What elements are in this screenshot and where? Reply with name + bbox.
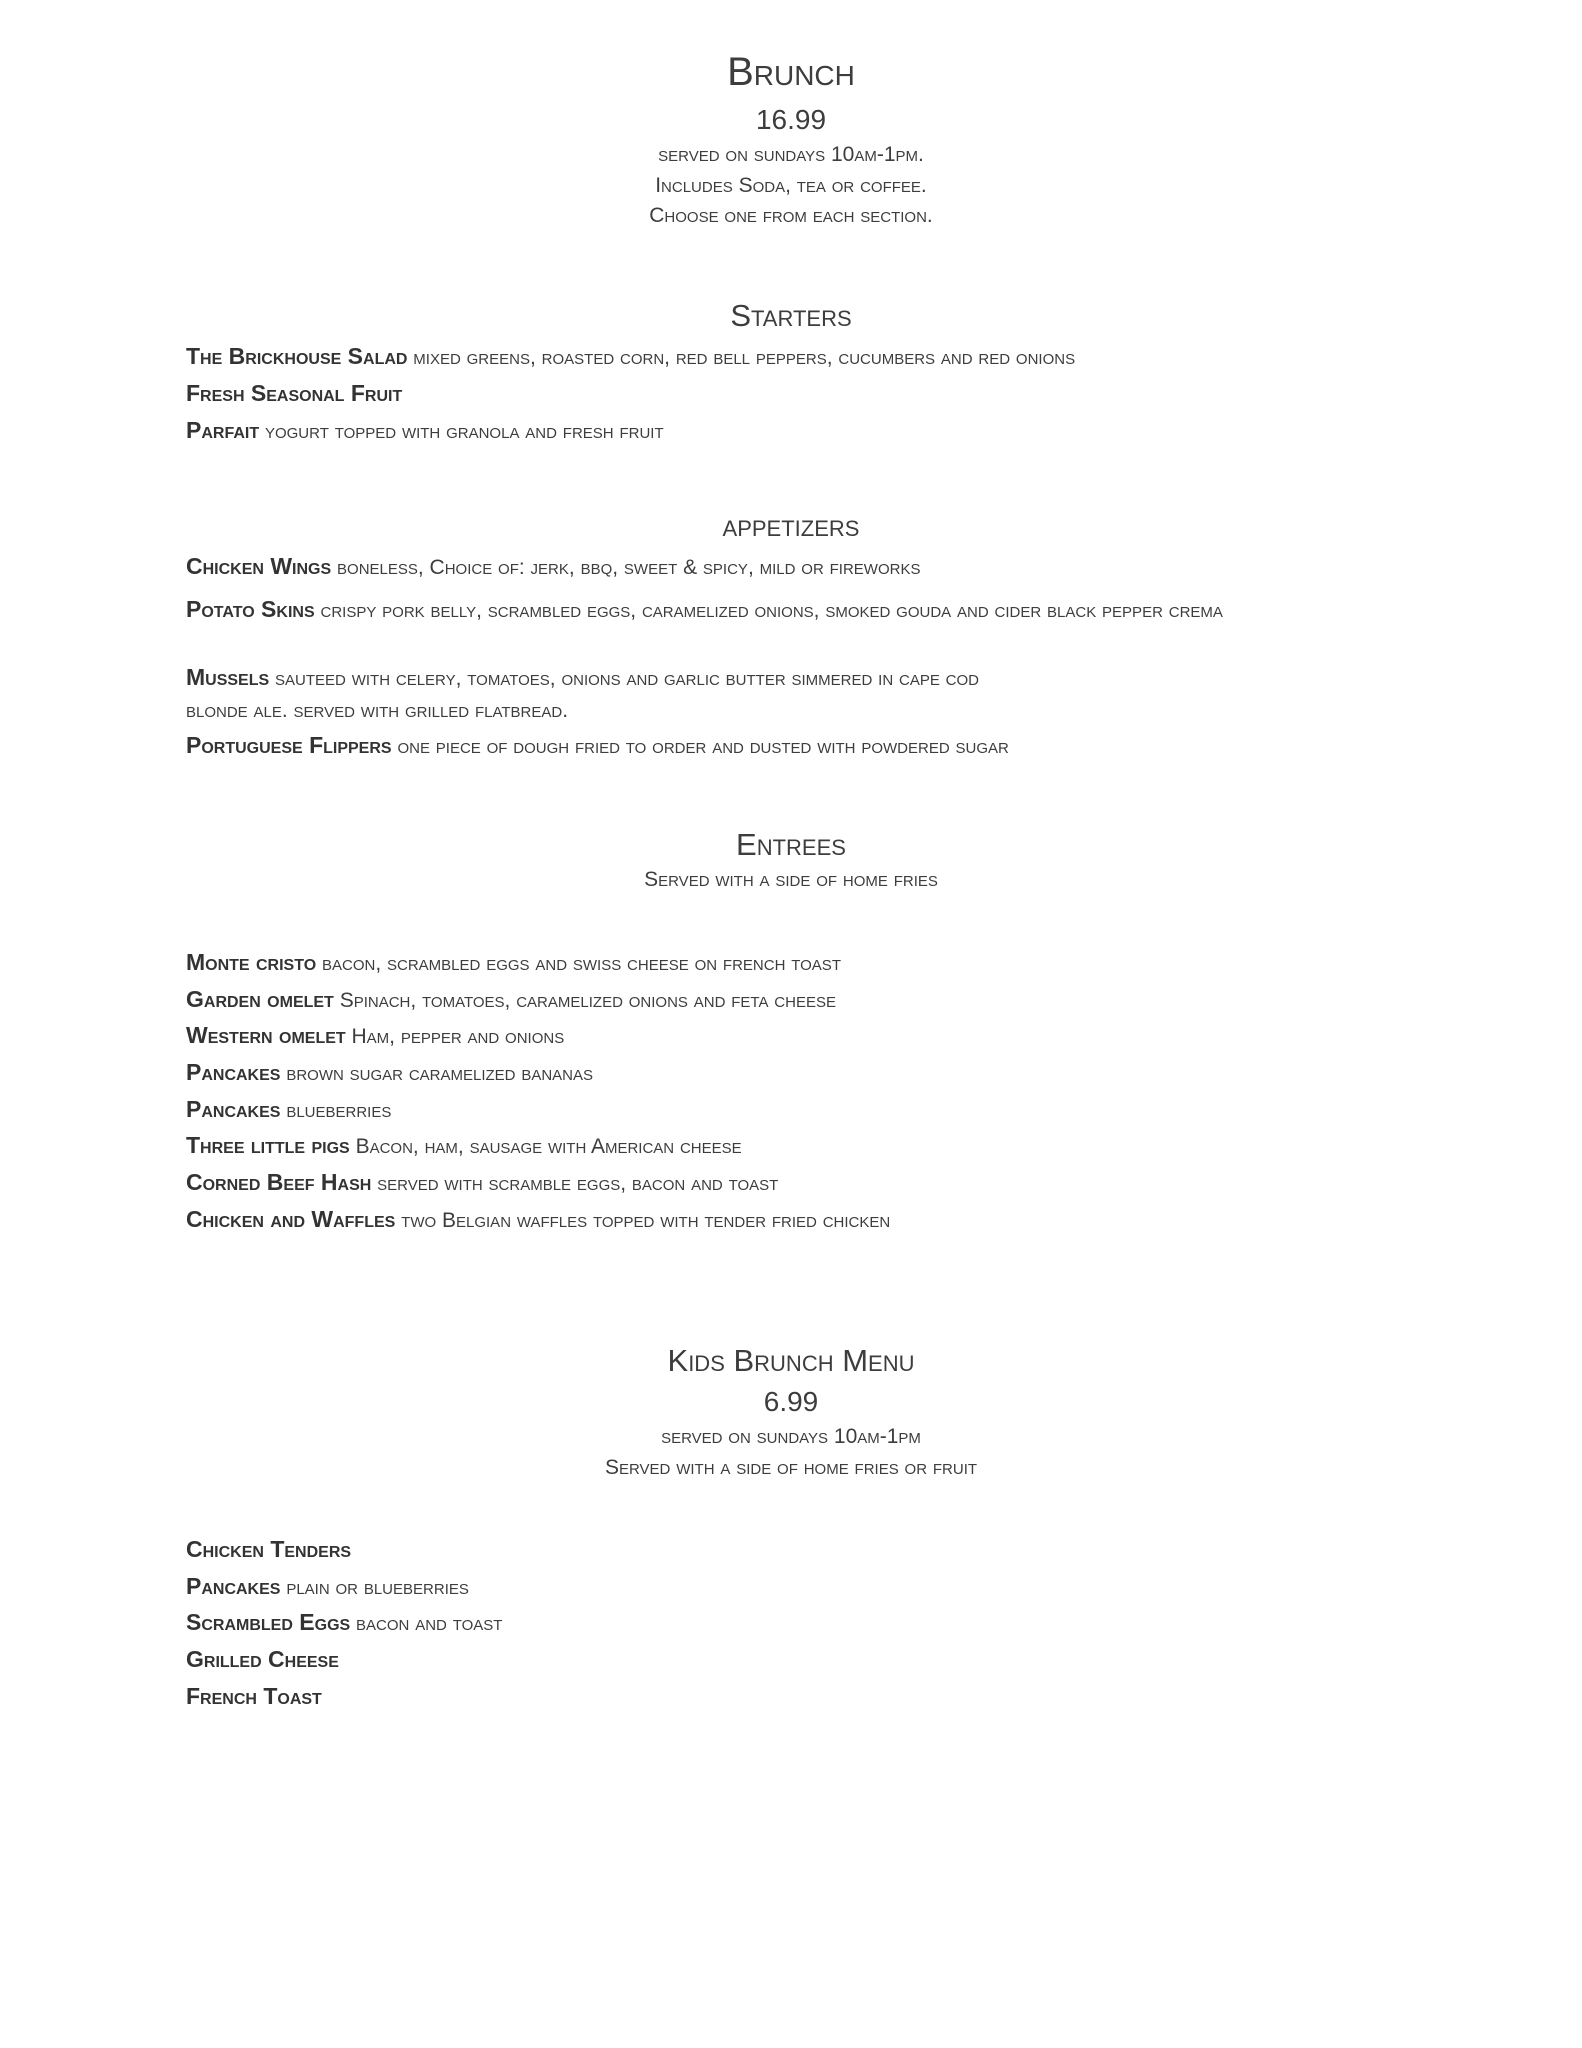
item-name: Fresh Seasonal Fruit: [186, 380, 403, 406]
item-name: French Toast: [186, 1683, 322, 1709]
menu-item: [186, 550, 1426, 584]
item-desc: Bacon, ham, sausage with American cheese: [355, 1135, 742, 1158]
kids-title: Kids Brunch Menu: [667, 1343, 915, 1378]
item-desc: one piece of dough fried to order and dusted with powdered sugar: [397, 735, 1009, 758]
menu-item: [186, 1533, 1426, 1567]
item-desc: blueberries: [286, 1099, 392, 1122]
brunch-note-choose: Choose one from each section.: [649, 204, 933, 227]
menu-item: [186, 1019, 1426, 1053]
menu-item: [186, 1570, 1426, 1604]
item-name: Scrambled Eggs: [186, 1609, 351, 1635]
item-desc: Ham, pepper and onions: [351, 1025, 565, 1048]
item-name: Western omelet: [186, 1022, 346, 1048]
item-name: Pancakes: [186, 1573, 281, 1599]
brunch-note-hours: served on sundays 10am-1pm.: [658, 143, 924, 166]
item-desc: brown sugar caramelized bananas: [286, 1062, 594, 1085]
item-desc: served with scramble eggs, bacon and toast: [377, 1172, 779, 1195]
item-name: Chicken and Waffles: [186, 1206, 396, 1232]
entrees-title: Entrees: [736, 827, 846, 862]
menu-item: [186, 661, 1426, 695]
item-desc: yogurt topped with granola and fresh fruit: [264, 420, 664, 443]
menu-item: [186, 593, 1366, 627]
item-name: Potato Skins: [186, 596, 315, 622]
item-name: Pancakes: [186, 1096, 281, 1122]
menu-item: [186, 377, 1426, 411]
kids-note-sides: Served with a side of home fries or fruit: [604, 1456, 978, 1479]
brunch-title: Brunch: [727, 50, 855, 94]
entrees-subtitle: Served with a side of home fries: [644, 868, 938, 891]
item-desc: boneless, Choice of: jerk, bbq, sweet & spicy, mild or fireworks: [337, 556, 921, 579]
menu-item: [186, 1680, 1426, 1714]
menu-item: [186, 1203, 1426, 1237]
brunch-note-drinks: Includes Soda, tea or coffee.: [655, 174, 927, 197]
item-name: Chicken Tenders: [186, 1536, 352, 1562]
menu-item: [186, 1166, 1426, 1200]
item-desc: mixed greens, roasted corn, red bell peppers, cucumbers and red onions: [413, 346, 1076, 369]
item-desc: blonde ale. served with grilled flatbread.: [186, 699, 569, 722]
item-desc: plain or blueberries: [286, 1576, 469, 1599]
item-desc: Spinach, tomatoes, caramelized onions and feta cheese: [339, 989, 836, 1012]
item-name: Garden omelet: [186, 986, 334, 1012]
item-name: Chicken Wings: [186, 553, 332, 579]
menu-item: [186, 340, 1426, 374]
item-desc: bacon, scrambled eggs and swiss cheese on french toast: [322, 952, 841, 975]
menu-item: [186, 729, 1426, 763]
item-name: Three little pigs: [186, 1132, 350, 1158]
menu-item: [186, 983, 1426, 1017]
item-desc: crispy pork belly, scrambled eggs, caramelized onions, smoked gouda and cider black pepper crema: [320, 599, 1223, 622]
item-name: Grilled Cheese: [186, 1646, 339, 1672]
menu-item: [186, 1643, 1426, 1677]
item-name: The Brickhouse Salad: [186, 343, 408, 369]
item-name: Mussels: [186, 664, 270, 690]
menu-item-continued: [186, 695, 1426, 727]
kids-price: 6.99: [763, 1386, 819, 1417]
menu-item: [186, 1056, 1426, 1090]
item-name: Parfait: [186, 417, 260, 443]
item-desc: bacon and toast: [356, 1612, 503, 1635]
menu-item: [186, 414, 1426, 448]
item-name: Corned Beef Hash: [186, 1169, 372, 1195]
menu-item: [186, 1129, 1426, 1163]
item-name: Monte cristo: [186, 949, 317, 975]
brunch-price: 16.99: [755, 104, 827, 135]
starters-title: Starters: [730, 298, 852, 333]
item-desc: two Belgian waffles topped with tender fried chicken: [401, 1209, 891, 1232]
menu-item: [186, 1093, 1426, 1127]
menu-item: [186, 946, 1426, 980]
appetizers-title: appetizers: [722, 508, 860, 543]
menu-item: [186, 1606, 1426, 1640]
item-name: Portuguese Flippers: [186, 732, 392, 758]
item-desc: sauteed with celery, tomatoes, onions and garlic butter simmered in cape cod: [275, 667, 980, 690]
kids-note-hours: served on sundays 10am-1pm: [661, 1425, 921, 1448]
item-name: Pancakes: [186, 1059, 281, 1085]
